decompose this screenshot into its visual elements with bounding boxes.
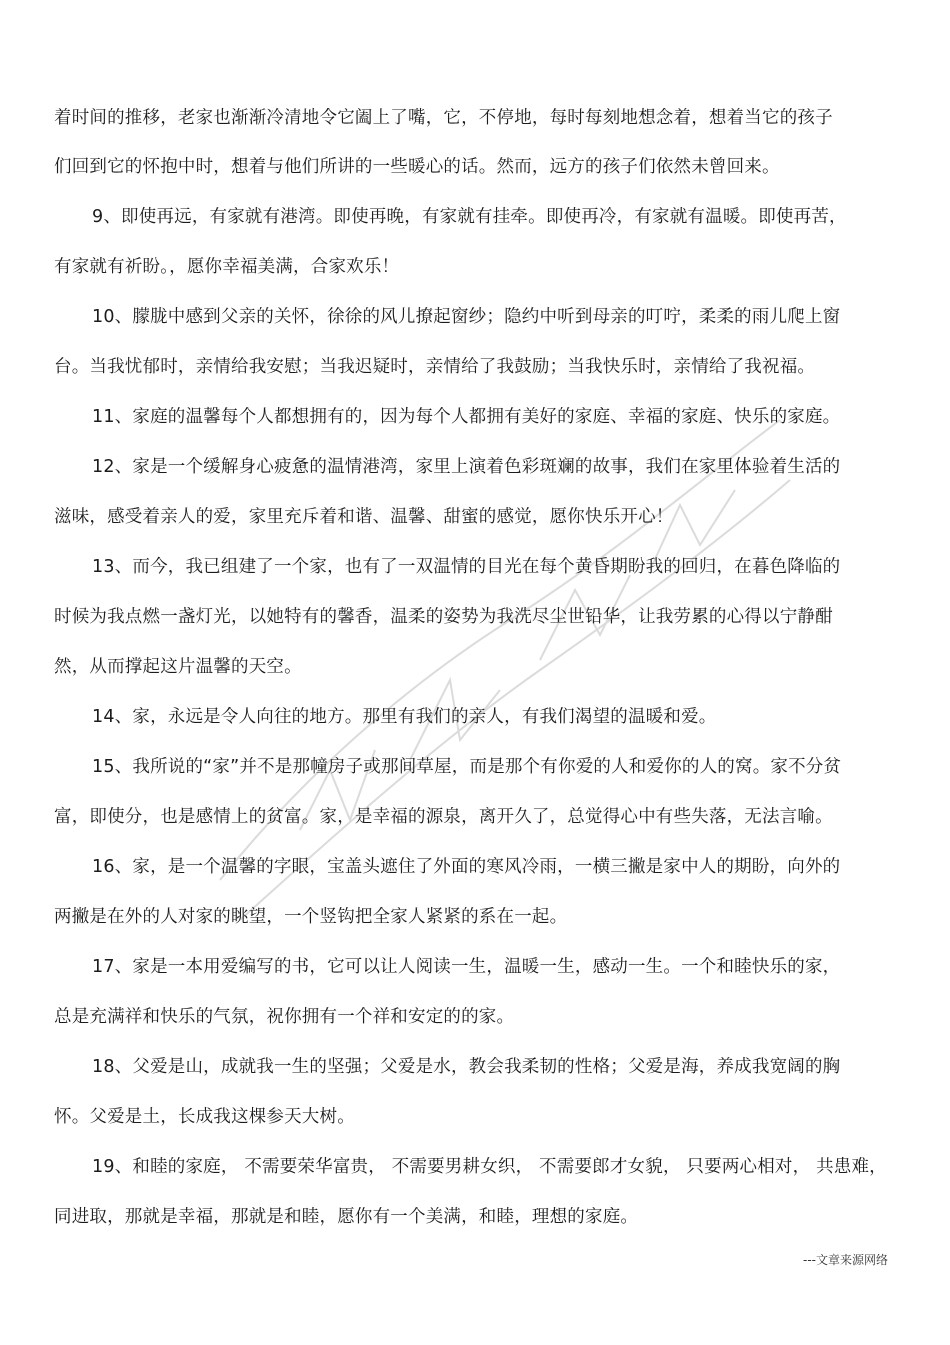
text-line: 然，从而撑起这片温馨的天空。: [54, 657, 302, 677]
text-line: 时候为我点燃一盏灯光，以她特有的馨香，温柔的姿势为我洗尽尘世铅华，让我劳累的心得以宁静酣: [54, 607, 833, 627]
text-line: 16、家，是一个温馨的字眼，宝盖头遮住了外面的寒风冷雨，一横三撇是家中人的期盼，向外的: [92, 857, 841, 877]
text-line: 18、父爱是山，成就我一生的坚强；父爱是水，教会我柔韧的性格；父爱是海，养成我宽阔的胸: [92, 1057, 841, 1077]
text-line: 11、家庭的温馨每个人都想拥有的，因为每个人都拥有美好的家庭、幸福的家庭、快乐的家庭。: [92, 407, 841, 427]
text-line: 有家就有祈盼。，愿你幸福美满，合家欢乐！: [54, 257, 400, 277]
text-line: 们回到它的怀抱中时，想着与他们所讲的一些暖心的话。然而，远方的孩子们依然未曾回来。: [54, 157, 780, 177]
text-line: 17、家是一本用爱编写的书，它可以让人阅读一生，温暖一生，感动一生。一个和睦快乐的家，: [92, 957, 841, 977]
text-line: 两撇是在外的人对家的眺望，一个竖钩把全家人紧紧的系在一起。: [54, 907, 568, 927]
text-line: 12、家是一个缓解身心疲惫的温情港湾，家里上演着色彩斑斓的故事，我们在家里体验着生活的: [92, 457, 841, 477]
text-line: 同进取，那就是幸福，那就是和睦，愿你有一个美满，和睦，理想的家庭。: [54, 1207, 639, 1227]
text-line: 怀。父爱是土，长成我这棵参天大树。: [54, 1107, 355, 1127]
text-line: 10、朦胧中感到父亲的关怀，徐徐的风儿撩起窗纱；隐约中听到母亲的叮咛，柔柔的雨儿爬上窗: [92, 307, 841, 327]
text-line: 台。当我忧郁时，亲情给我安慰；当我迟疑时，亲情给了我鼓励；当我快乐时，亲情给了我祝福。: [54, 357, 816, 377]
text-line: 富，即使分，也是感情上的贫富。家，是幸福的源泉，离开久了，总觉得心中有些失落，无法言喻。: [54, 807, 833, 827]
text-line: 着时间的推移，老家也渐渐冷清地令它阖上了嘴，它，不停地，每时每刻地想念着，想着当它的孩子: [54, 108, 833, 128]
source-footer: ---文章来源网络: [803, 1253, 888, 1267]
text-line: 19、和睦的家庭， 不需要荣华富贵， 不需要男耕女织， 不需要郎才女貌， 只要两心相对， 共患难，: [92, 1157, 887, 1177]
text-line: 滋味，感受着亲人的爱，家里充斥着和谐、温馨、甜蜜的感觉，愿你快乐开心！: [54, 507, 674, 527]
text-line: 13、而今，我已组建了一个家，也有了一双温情的目光在每个黄昏期盼我的回归，在暮色降临的: [92, 557, 841, 577]
text-line: 总是充满祥和快乐的气氛，祝你拥有一个祥和安定的的家。: [54, 1007, 515, 1027]
text-line: 15、我所说的“家”并不是那幢房子或那间草屋，而是那个有你爱的人和爱你的人的窝。家不分贫: [92, 757, 842, 777]
text-line: 14、家，永远是令人向往的地方。那里有我们的亲人，有我们渴望的温暖和爱。: [92, 707, 717, 727]
text-line: 9、即使再远，有家就有港湾。即使再晚，有家就有挂牵。即使再冷，有家就有温暖。即使再苦，: [92, 207, 847, 227]
